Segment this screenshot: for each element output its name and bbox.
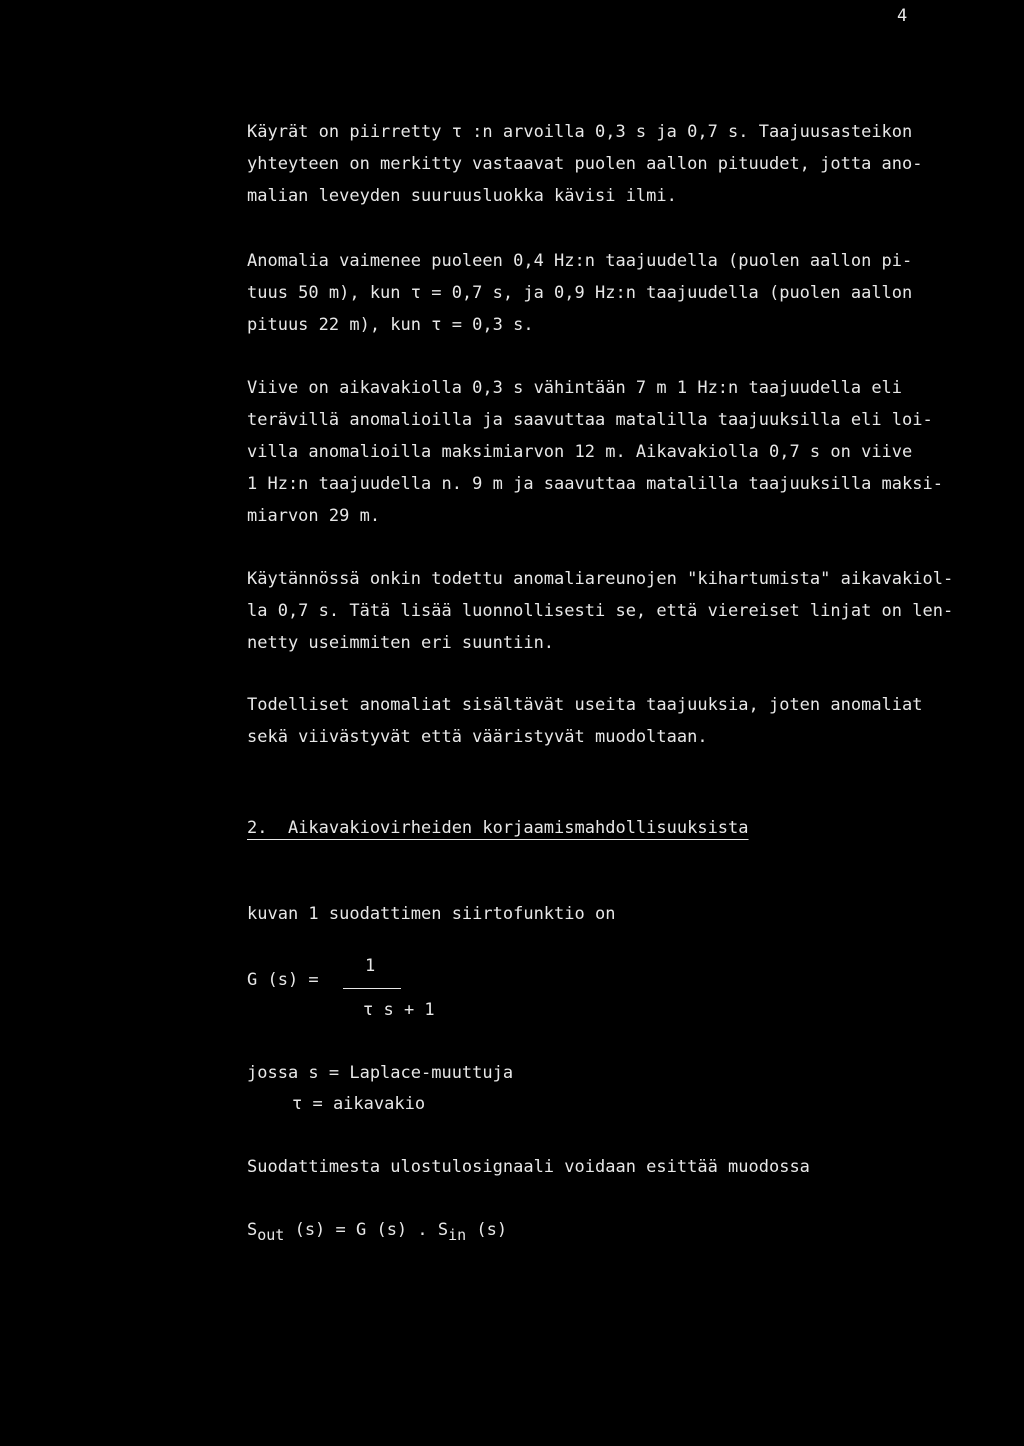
text-line: villa anomalioilla maksimiarvon 12 m. Aikavakiolla 0,7 s on viive	[247, 442, 913, 462]
text-line: Viive on aikavakiolla 0,3 s vähintään 7 m 1 Hz:n taajuudella eli	[247, 378, 903, 398]
text-line: sekä viivästyvät että vääristyvät muodoltaan.	[247, 727, 708, 747]
formula-denominator: τ s + 1	[363, 1000, 435, 1020]
text-line: malian leveyden suuruusluokka kävisi ilmi.	[247, 186, 677, 206]
text-line: yhteyteen on merkitty vastaavat puolen aallon pituudet, jotta ano-	[247, 154, 923, 174]
formula-lhs: G (s) =	[247, 970, 319, 990]
text-line: la 0,7 s. Tätä lisää luonnollisesti se, että viereiset linjat on len-	[247, 601, 954, 621]
paragraph-real-anomalies	[247, 689, 923, 753]
formula-end: (s)	[466, 1220, 508, 1240]
paragraph-curves	[247, 116, 923, 212]
section-heading: 2. Aikavakiovirheiden korjaamismahdollisuuksista	[247, 818, 749, 838]
formula-numerator: 1	[365, 956, 376, 976]
text-line: pituus 22 m), kun τ = 0,3 s.	[247, 315, 534, 335]
text-line: 1 Hz:n taajuudella n. 9 m ja saavuttaa matalilla taajuuksilla maksi-	[247, 474, 943, 494]
fraction-bar	[343, 988, 401, 989]
formula-subscript: in	[448, 1226, 467, 1244]
output-signal-intro: Suodattimesta ulostulosignaali voidaan esittää muodossa	[247, 1157, 810, 1177]
text-line: Käytännössä onkin todettu anomaliareunojen "kihartumista" aikavakiol-	[247, 569, 954, 589]
text-line: terävillä anomalioilla ja saavuttaa matalilla taajuuksilla eli loi-	[247, 410, 933, 430]
where-line-laplace: jossa s = Laplace-muuttuja	[247, 1063, 514, 1083]
text-line: miarvon 29 m.	[247, 506, 381, 526]
text-line: tuus 50 m), kun τ = 0,7 s, ja 0,9 Hz:n taajuudella (puolen aallon	[247, 283, 913, 303]
where-line-time-constant: τ = aikavakio	[292, 1094, 426, 1114]
formula-symbol: S	[247, 1220, 258, 1240]
paragraph-practice	[247, 563, 953, 659]
paragraph-delay	[247, 372, 943, 532]
formula-subscript: out	[257, 1226, 285, 1244]
text-line: Anomalia vaimenee puoleen 0,4 Hz:n taajuudella (puolen aallon pi-	[247, 251, 913, 271]
text-line: Todelliset anomaliat sisältävät useita taajuuksia, joten anomaliat	[247, 695, 923, 715]
paragraph-attenuation	[247, 245, 912, 341]
page-number: 4	[897, 6, 908, 26]
transfer-function-intro: kuvan 1 suodattimen siirtofunktio on	[247, 904, 616, 924]
output-formula	[247, 1220, 507, 1244]
text-line: Käyrät on piirretty τ :n arvoilla 0,3 s ja 0,7 s. Taajuusasteikon	[247, 122, 913, 142]
text-line: netty useimmiten eri suuntiin.	[247, 633, 555, 653]
formula-middle: (s) = G (s) . S	[284, 1220, 449, 1240]
